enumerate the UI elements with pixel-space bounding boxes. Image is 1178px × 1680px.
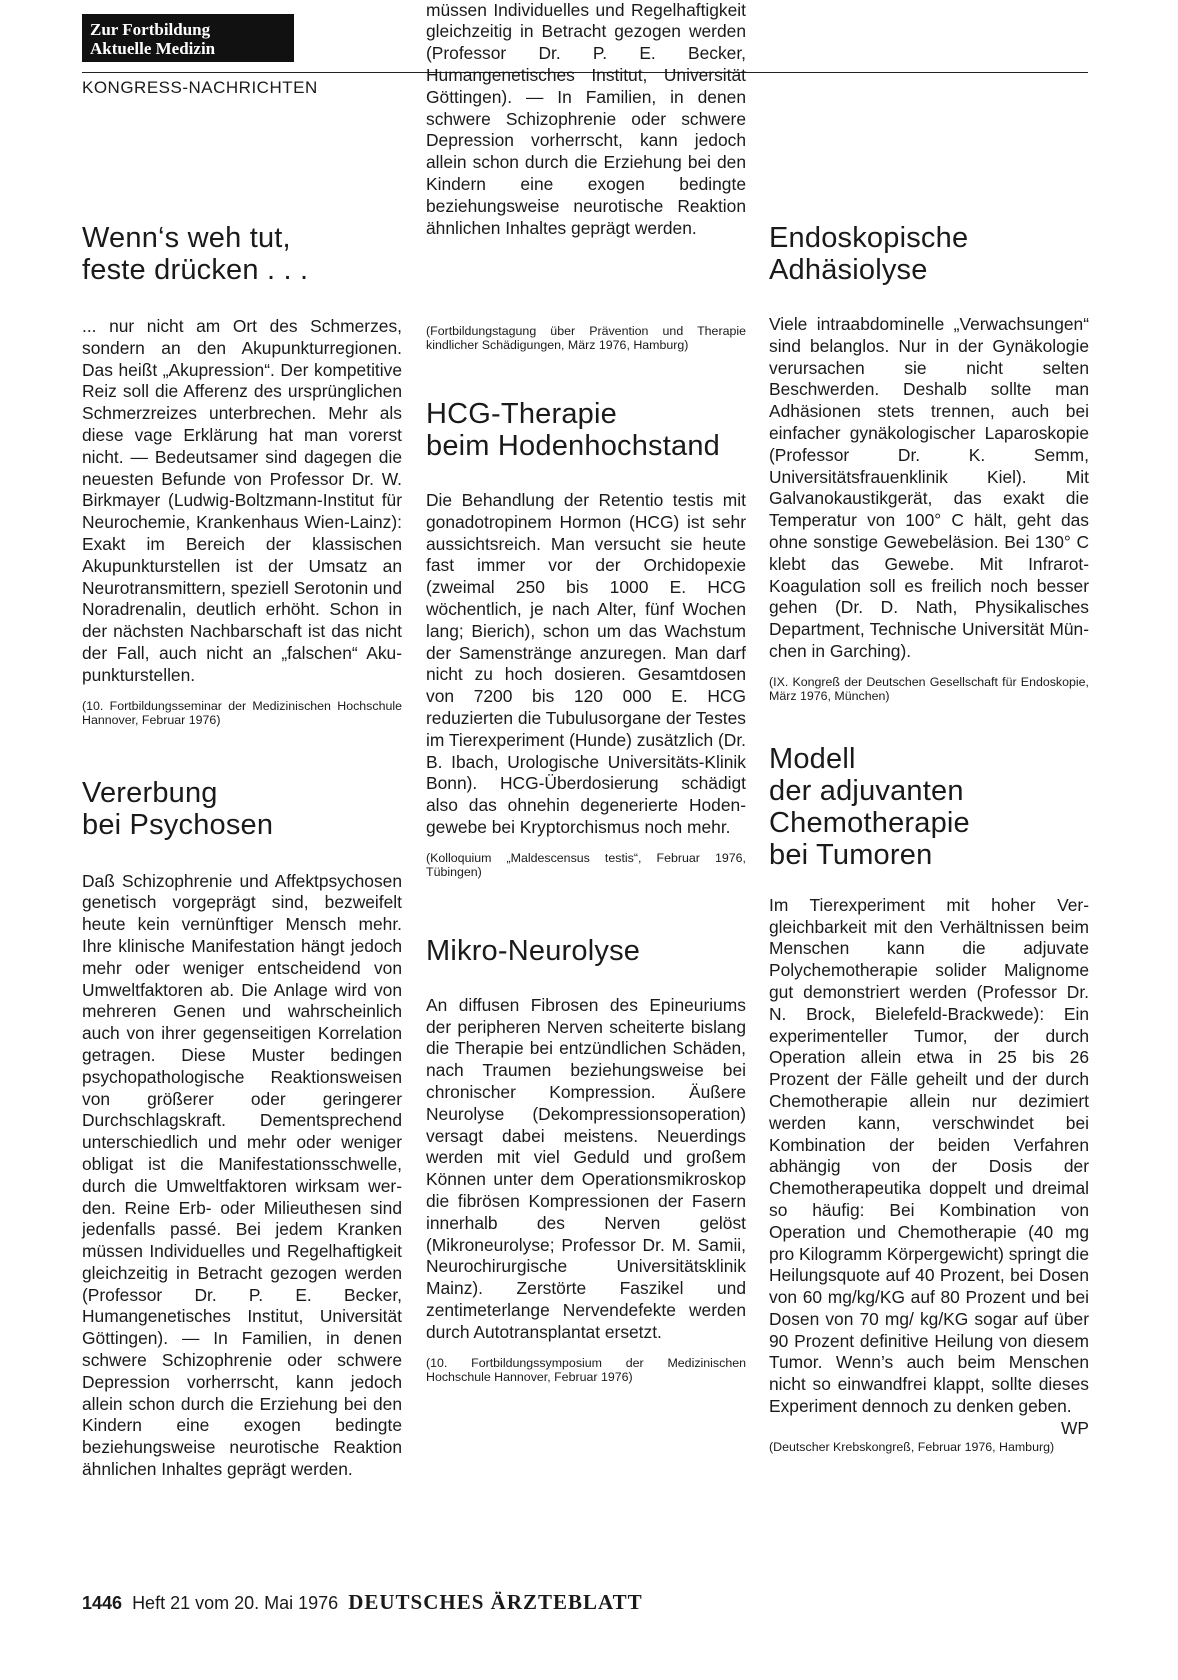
article-source: (Kolloquium „Maldescensus testis“, Februar 1976, Tübingen) bbox=[426, 850, 746, 879]
issue-info: Heft 21 vom 20. Mai 1976 bbox=[132, 1593, 339, 1613]
article-body: ... nur nicht am Ort des Schmerzes, sondern an den Akupunkturregionen. Das heißt „Akupression“. Der kompetitive Reiz soll die Afferenz des ursprünglichen Schmerzreizes unterbrechen. Mehr als diese vage Erklärung hat man vorerst nicht. — Bedeutsamer sind dagegen die neuesten Befunde von Professor Dr. W. Birkmayer (Ludwig-Boltzmann-Institut für Neurochemie, Krankenhaus Wien-Lainz): Exakt im Bereich der klassischen Akupunkturstellen ist der Umsatz an Neurotransmittern, speziell Serotonin und Noradrenalin, deutlich erhöht. Schon in der nächsten Nachbarschaft ist das nicht der Fall, auch nicht an „falschen“ Akupunkturstellen. bbox=[82, 316, 402, 685]
page-number: 1446 bbox=[82, 1593, 123, 1613]
author-signature: WP bbox=[1060, 1417, 1089, 1438]
article-title: Wenn‘s weh tut, feste drücken . . . bbox=[82, 222, 309, 286]
article-source: (Deutscher Krebskongreß, Februar 1976, Hamburg) bbox=[769, 1439, 1055, 1454]
article-body: An diffusen Fibrosen des Epineuriums der peripheren Nerven scheiterte bislang die Therapie bei entzündlichen Schäden, nach Traumen beziehungsweise bei chronischer Kompression. Äußere Neurolyse (Dekompressionsoperation) versagt dabei meistens. Neuerdings werden mit viel Geduld und großem Können unter dem Operationsmikroskop die fibrösen Kompressionen der Fasern innerhalb des Nerven gelöst (Mikroneurolyse; Professor Dr. M. Samii, Neurochirurgische Universitätsklinik Mainz). Zerstörte Faszikel und zentimeterlange Nervendefekte werden durch Autotransplantat ersetzt. bbox=[426, 994, 746, 1342]
article-source: (Fortbildungstagung über Prävention und Therapie kindlicher Schädigungen, März 1976, Hamburg) bbox=[426, 324, 746, 352]
rubric-line-1: Zur Fortbildung bbox=[90, 20, 211, 39]
page-footer bbox=[82, 1590, 643, 1615]
article-body: Viele intraabdominelle „Verwachsungen“ sind belanglos. Nur in der Gynäkologie verursachen sie nicht selten Beschwerden. Deshalb sollte man Adhäsionen stets trennen, auch bei einfacher gynäkologischer Laparoskopie (Professor Dr. K. Semm, Universitätsfrauenklinik Kiel). Mit Galvanokaustikgerät, das exakt die Temperatur von 100° C hält, geht das ohne sonstige Gewebeläsion. Bei 130° C klebt das Gewebe. Mit Infrarot-Koagulation soll es freilich noch besser gehen (Dr. D. Nath, Physikalisches Department, Technische Universität München in Garching). bbox=[769, 314, 1089, 661]
article-title: Modell der adjuvanten Chemotherapie bei Tumoren bbox=[769, 742, 970, 871]
article-title: Mikro-Neurolyse bbox=[426, 934, 641, 967]
column-1 bbox=[82, 222, 402, 1480]
article-source: (10. Fortbildungsseminar der Medizinischen Hochschule Hannover, Februar 1976) bbox=[82, 698, 402, 727]
article-title: HCG-Therapie beim Hodenhochstand bbox=[426, 398, 720, 462]
section-label: KONGRESS-NACHRICHTEN bbox=[82, 78, 318, 97]
article-title: Vererbung bei Psychosen bbox=[82, 776, 274, 841]
article-title: Endoskopische Adhäsiolyse bbox=[769, 222, 969, 286]
column-2 bbox=[426, 0, 746, 1384]
article-body: Daß Schizophrenie und Affektpsychosen genetisch vorgeprägt sind, bezweifelt heute kein vernünftiger Mensch mehr. Ihre klinische Manifestation hängt jedoch mehr oder weniger entscheidend von Umweltfaktoren ab. Die Anlage wird von mehreren Genen und wahrscheinlich auch von ihrer gegenseitigen Korrelation getragen. Diese Muster bedingen psychopathologische Reaktionsweisen von größerer oder geringerer Durchschlagskraft. Dementsprechend unterschiedlich und mehr oder weniger obligat ist die Manifestationsschwelle, durch die Umweltfaktoren wirksam werden. Reine Erb- oder Milieuthesen sind jedenfalls passé. Bei jedem Kranken müssen Individuelles und Regelhaftigkeit gleichzeitig in Betracht gezogen werden (Professor Dr. P. E. Becker, Humangenetisches Institut, Universität Göttingen). — In Familien, in denen schwere Schizophrenie oder schwere Depression vorherrscht, kann jedoch allein schon durch die Erziehung bei den Kindern eine exogen bedingte beziehungsweise neurotische Reaktion ähnlichen Inhaltes geprägt werden. bbox=[82, 870, 402, 1480]
article-body: Im Tierexperiment mit hoher Vergleichbarkeit mit den Verhältnissen beim Menschen kann die adjuvate Polychemotherapie solider Malignome gut demonstriert werden (Professor Dr. N. Brock, Bielefeld-Brackwede): Ein experimenteller Tumor, der durch Operation allein etwa in 25 bis 26 Prozent der Fälle geheilt und der durch Chemotherapie allein nur dezimiert werden kann, verschwindet bei Kombination der beiden Verfahren abhängig von der Dosis der Chemotherapeutika doppelt und dreimal so häufig: Bei Kombination von Operation und Chemotherapie (40 mg pro Kilogramm Körpergewicht) springt die Heilungsquote auf 40 Prozent, bei Dosen von 60 mg/kg/KG auf 80 Prozent und bei Dosen von 70 mg/ kg/KG sogar auf über 90 Prozent definitive Heilung von diesem Tumor. Wenn’s auch beim Menschen nicht so einwandfrei klappt, sollte dieses Experiment dennoch zu denken geben. WP bbox=[769, 894, 1089, 1438]
column-3 bbox=[769, 222, 1089, 1454]
rubric-line-2: Aktuelle Medizin bbox=[90, 39, 216, 58]
journal-name: DEUTSCHES ÄRZTEBLATT bbox=[348, 1590, 643, 1614]
article-body-continued: müssen Individuelles und Regelhaftigkeit gleichzeitig in Betracht gezogen werden (Professor Dr. P. E. Becker, Humangenetisches Institut, Universität Göttingen). — In Familien, in denen schwere Schizophrenie oder schwere Depression vorherrscht, kann jedoch allein schon durch die Erziehung bei den Kindern eine exogen bedingte beziehungsweise neurotische Reaktion ähnlichen Inhaltes geprägt werden. bbox=[426, 0, 746, 238]
article-source: (10. Fortbildungssymposium der Medizinischen Hochschule Hannover, Februar 1976) bbox=[426, 1355, 746, 1384]
article-body: Die Behandlung der Retentio testis mit gonadotropinem Hormon (HCG) ist sehr aussichtsreich. Man versucht sie heute fast immer vor der Orchidopexie (zweimal 250 bis 1000 E. HCG wöchentlich, je nach Alter, fünf Wochen lang; Bierich), schon um das Wachstum der Samenstränge anzuregen. Man darf nicht zu hoch dosieren. Gesamtdosen von 7200 bis 120 000 E. HCG reduzierten die Tubulusorgane der Testes im Tierexperiment (Hunde) zusätzlich (Dr. B. Ibach, Urologische Universitäts-Klinik Bonn). HCG-Überdosierung schädigt also das ohnehin degenerierte Hodengewebe bei Kryptorchismus noch mehr. bbox=[426, 490, 746, 837]
rubric-badge bbox=[82, 14, 294, 62]
article-source: (IX. Kongreß der Deutschen Gesellschaft für Endoskopie, März 1976, München) bbox=[769, 674, 1089, 703]
